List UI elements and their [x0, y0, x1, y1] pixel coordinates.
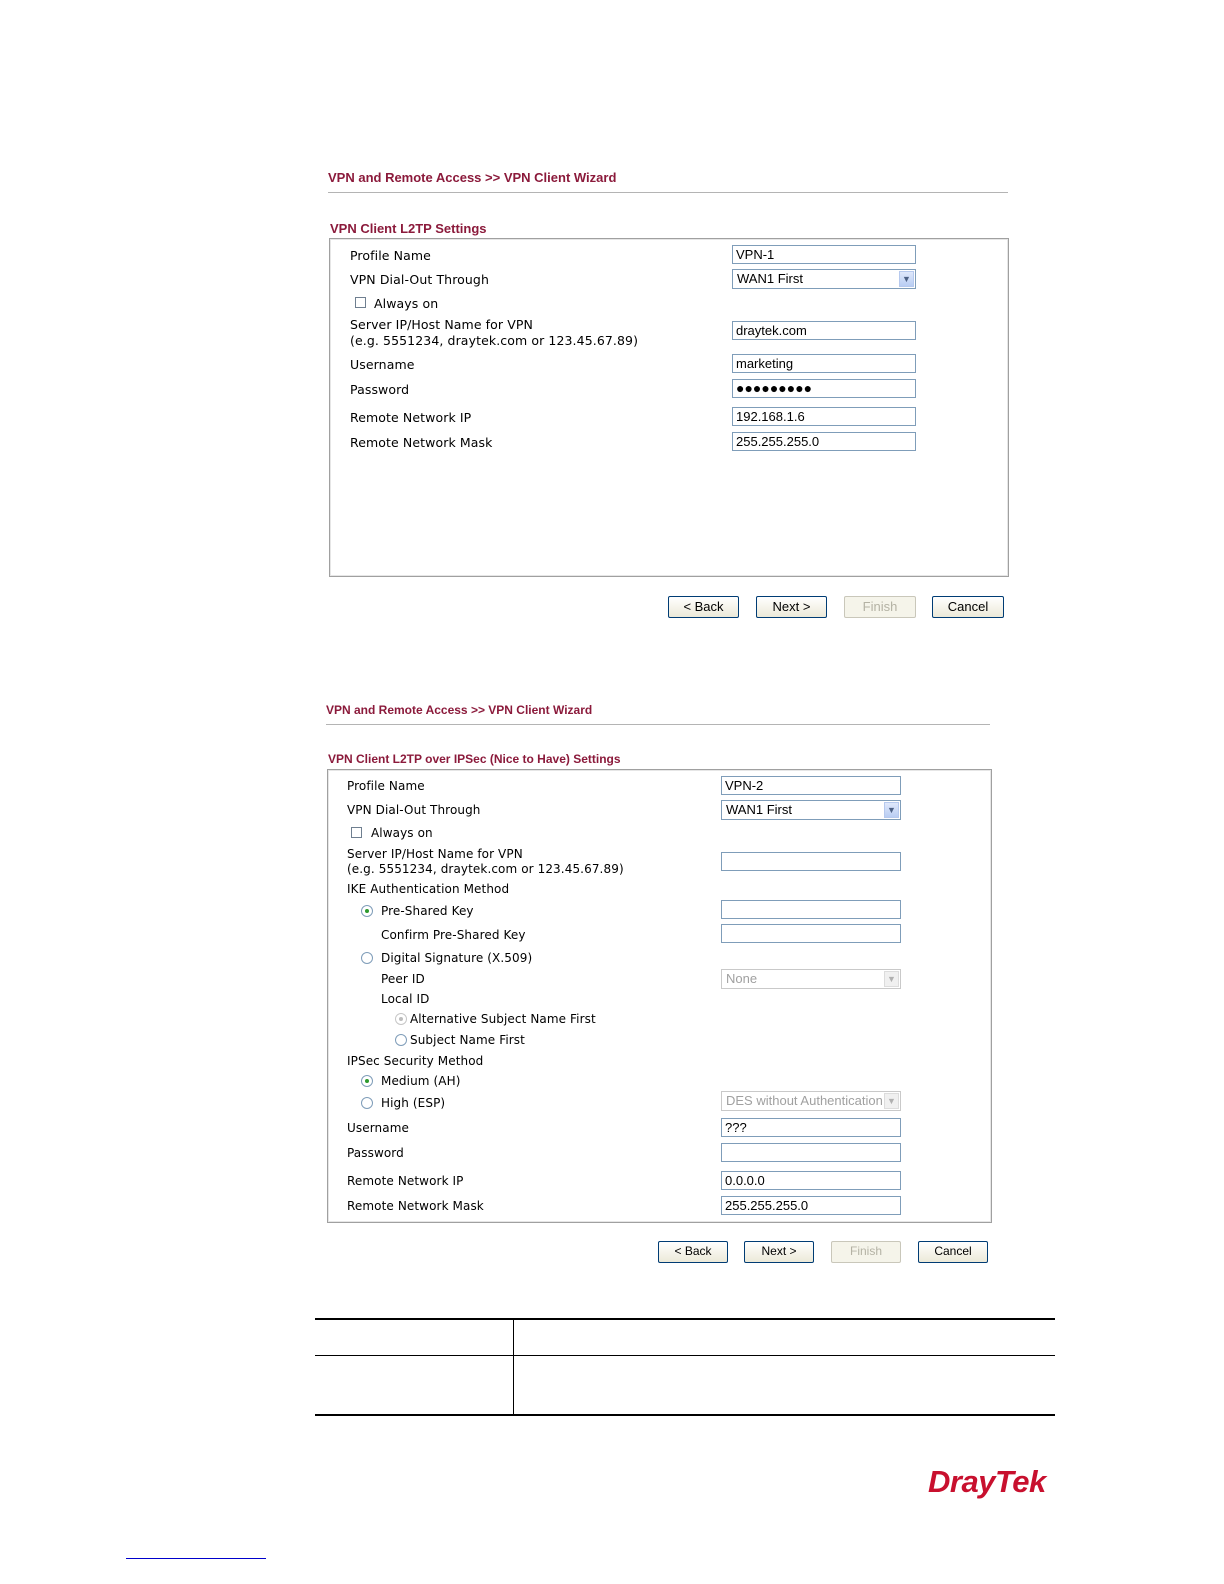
- username-label: Username: [347, 1121, 409, 1135]
- password-label: Password: [350, 382, 410, 397]
- username-label: Username: [350, 357, 415, 372]
- dialout-label: VPN Dial-Out Through: [347, 803, 481, 817]
- next-button[interactable]: Next >: [744, 1241, 814, 1263]
- psk-label: Pre-Shared Key: [381, 904, 474, 918]
- logo-tek: Tek: [994, 1464, 1046, 1499]
- divider: [326, 724, 990, 725]
- cancel-button[interactable]: Cancel: [918, 1241, 988, 1263]
- medium-ah-label: Medium (AH): [381, 1074, 461, 1088]
- profile-name-input[interactable]: VPN-1: [732, 245, 916, 264]
- finish-button[interactable]: Finish: [844, 596, 916, 618]
- remote-ip-input[interactable]: 192.168.1.6: [732, 407, 916, 426]
- server-input[interactable]: draytek.com: [732, 321, 916, 340]
- chevron-down-icon[interactable]: ▼: [884, 1093, 899, 1109]
- profile-name-label: Profile Name: [350, 248, 431, 263]
- table-column-divider: [513, 1318, 514, 1416]
- chevron-down-icon[interactable]: ▼: [884, 971, 899, 987]
- subject-label: Subject Name First: [410, 1033, 525, 1047]
- dialout-value: WAN1 First: [726, 802, 792, 817]
- password-label: Password: [347, 1146, 404, 1160]
- ipsec-method-label: IPSec Security Method: [347, 1054, 484, 1068]
- ike-method-label: IKE Authentication Method: [347, 882, 510, 896]
- username-input[interactable]: ???: [721, 1118, 901, 1137]
- high-esp-radio[interactable]: [361, 1097, 373, 1109]
- digital-signature-label: Digital Signature (X.509): [381, 951, 533, 965]
- password-input[interactable]: ●●●●●●●●●: [732, 379, 916, 398]
- always-on-checkbox[interactable]: [355, 297, 366, 308]
- table-bottom-rule: [315, 1414, 1055, 1416]
- username-input[interactable]: marketing: [732, 354, 916, 373]
- remote-mask-label: Remote Network Mask: [350, 435, 493, 450]
- remote-mask-input[interactable]: 255.255.255.0: [732, 432, 916, 451]
- peer-id-label: Peer ID: [381, 972, 425, 986]
- confirm-psk-label: Confirm Pre-Shared Key: [381, 928, 526, 942]
- alt-subject-radio[interactable]: [395, 1013, 407, 1025]
- back-button[interactable]: < Back: [668, 596, 739, 618]
- next-button[interactable]: Next >: [756, 596, 827, 618]
- finish-button[interactable]: Finish: [831, 1241, 901, 1263]
- table-header-rule: [315, 1355, 1055, 1356]
- remote-ip-input[interactable]: 0.0.0.0: [721, 1171, 901, 1190]
- confirm-psk-input[interactable]: [721, 924, 901, 943]
- dialout-value: WAN1 First: [737, 271, 803, 286]
- alt-subject-label: Alternative Subject Name First: [410, 1012, 596, 1026]
- cancel-button[interactable]: Cancel: [932, 596, 1004, 618]
- peer-id-select[interactable]: [721, 969, 901, 989]
- server-label: Server IP/Host Name for VPN: [350, 317, 533, 332]
- divider: [328, 192, 1008, 193]
- subject-radio[interactable]: [395, 1034, 407, 1046]
- breadcrumb: VPN and Remote Access >> VPN Client Wizard: [328, 170, 617, 185]
- remote-ip-label: Remote Network IP: [347, 1174, 464, 1188]
- psk-input[interactable]: [721, 900, 901, 919]
- remote-mask-input[interactable]: 255.255.255.0: [721, 1196, 901, 1215]
- section-title: VPN Client L2TP over IPSec (Nice to Have) Settings: [328, 752, 621, 766]
- esp-value: DES without Authentication: [726, 1093, 883, 1108]
- draytek-logo: [928, 1464, 1046, 1500]
- medium-ah-radio[interactable]: [361, 1075, 373, 1087]
- password-input[interactable]: [721, 1143, 901, 1162]
- breadcrumb: VPN and Remote Access >> VPN Client Wizard: [326, 703, 593, 717]
- always-on-label: Always on: [374, 296, 439, 311]
- always-on-label: Always on: [371, 826, 433, 840]
- table-top-rule: [315, 1318, 1055, 1320]
- footer-link-underline: [126, 1558, 266, 1559]
- peer-id-value: None: [726, 971, 758, 986]
- logo-dray: Dray: [928, 1464, 995, 1499]
- high-esp-label: High (ESP): [381, 1096, 446, 1110]
- server-input[interactable]: [721, 852, 901, 871]
- local-id-label: Local ID: [381, 992, 430, 1006]
- digital-signature-radio[interactable]: [361, 952, 373, 964]
- always-on-checkbox[interactable]: [351, 827, 362, 838]
- remote-mask-label: Remote Network Mask: [347, 1199, 484, 1213]
- remote-ip-label: Remote Network IP: [350, 410, 472, 425]
- chevron-down-icon[interactable]: ▼: [884, 802, 899, 818]
- server-example-label: (e.g. 5551234, draytek.com or 123.45.67.89): [350, 333, 639, 348]
- section-title: VPN Client L2TP Settings: [330, 221, 487, 236]
- dialout-label: VPN Dial-Out Through: [350, 272, 489, 287]
- profile-name-label: Profile Name: [347, 779, 425, 793]
- server-label: Server IP/Host Name for VPN: [347, 847, 523, 861]
- psk-radio[interactable]: [361, 905, 373, 917]
- esp-select[interactable]: [721, 1091, 901, 1111]
- dialout-select[interactable]: [721, 800, 901, 820]
- profile-name-input[interactable]: VPN-2: [721, 776, 901, 795]
- server-example-label: (e.g. 5551234, draytek.com or 123.45.67.89): [347, 862, 624, 876]
- dialout-select[interactable]: [732, 269, 916, 289]
- back-button[interactable]: < Back: [658, 1241, 728, 1263]
- chevron-down-icon[interactable]: ▼: [899, 271, 914, 287]
